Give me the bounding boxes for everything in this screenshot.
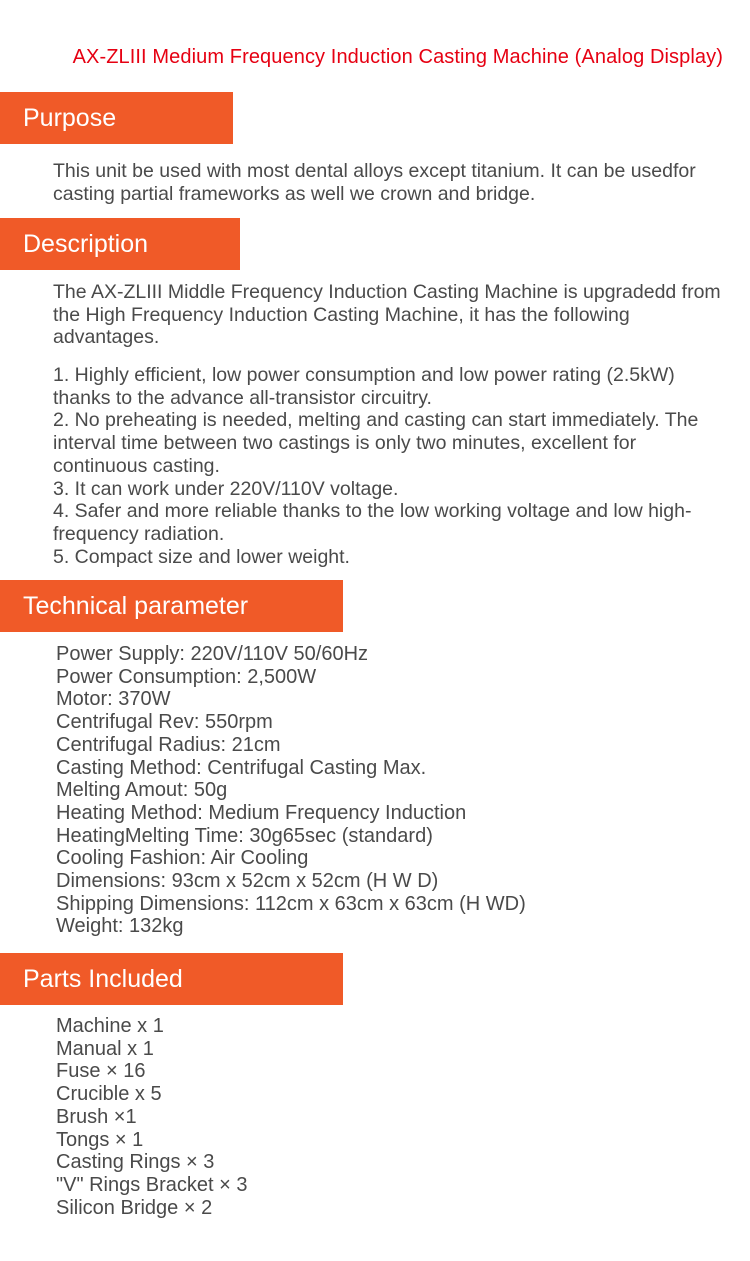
parts-included-list bbox=[56, 1015, 716, 1219]
list-item: Centrifugal Radius: 21cm bbox=[56, 733, 281, 756]
list-item: Crucible x 5 bbox=[56, 1083, 162, 1106]
list-item: Power Supply: 220V/110V 50/60Hz bbox=[56, 643, 369, 665]
list-item: HeatingMelting Time: 30g65sec (standard) bbox=[56, 824, 433, 847]
list-item: Brush ×1 bbox=[56, 1105, 137, 1128]
list-item: Silicon Bridge × 2 bbox=[56, 1196, 213, 1219]
list-item: 3. It can work under 220V/110V voltage. bbox=[53, 477, 399, 500]
list-item: Cooling Fashion: Air Cooling bbox=[56, 847, 309, 870]
list-item: Casting Method: Centrifugal Casting Max. bbox=[56, 756, 427, 779]
list-item: Fuse × 16 bbox=[56, 1060, 146, 1083]
list-item: Shipping Dimensions: 112cm x 63cm x 63cm (H WD) bbox=[56, 892, 526, 915]
list-item: Heating Method: Medium Frequency Induction bbox=[56, 801, 467, 824]
list-item: Casting Rings × 3 bbox=[56, 1151, 215, 1174]
list-item: Dimensions: 93cm x 52cm x 52cm (H W D) bbox=[56, 870, 439, 893]
list-item: 2. No preheating is needed, melting and casting can start immediately. The interval time between two castings is only two minutes, excellent for continuous casting. bbox=[53, 409, 699, 477]
purpose-text: This unit be used with most dental alloys except titanium. It can be usedfor casting partial frameworks as well we crown and bridge. bbox=[53, 160, 696, 205]
purpose-heading: Purpose bbox=[0, 92, 233, 144]
advantages-list bbox=[53, 364, 733, 568]
page-title: AX-ZLIII Medium Frequency Induction Casting Machine (Analog Display) bbox=[72, 46, 723, 68]
list-item: 1. Highly efficient, low power consumption and low power rating (2.5kW) thanks to the advance all-transistor circuitry. bbox=[53, 364, 675, 409]
list-item: Centrifugal Rev: 550rpm bbox=[56, 711, 273, 734]
description-intro: The AX-ZLIII Middle Frequency Induction Casting Machine is upgradedd from the High Frequency Induction Casting Machine, it has the following advantages. bbox=[53, 281, 721, 349]
list-item: Machine x 1 bbox=[56, 1015, 164, 1037]
technical-parameter-list bbox=[56, 643, 716, 938]
list-item: Power Consumption: 2,500W bbox=[56, 665, 317, 688]
list-item: Motor: 370W bbox=[56, 688, 171, 711]
list-item: Melting Amout: 50g bbox=[56, 779, 228, 802]
list-item: "V" Rings Bracket × 3 bbox=[56, 1173, 248, 1196]
list-item: Manual x 1 bbox=[56, 1037, 154, 1060]
list-item: Tongs × 1 bbox=[56, 1128, 144, 1151]
technical-parameter-heading: Technical parameter bbox=[0, 580, 343, 632]
parts-included-heading: Parts Included bbox=[0, 953, 343, 1005]
description-heading: Description bbox=[0, 218, 240, 270]
list-item: 4. Safer and more reliable thanks to the low working voltage and low high-frequency radiation. bbox=[53, 500, 692, 545]
list-item: Weight: 132kg bbox=[56, 915, 184, 938]
list-item: 5. Compact size and lower weight. bbox=[53, 545, 350, 568]
